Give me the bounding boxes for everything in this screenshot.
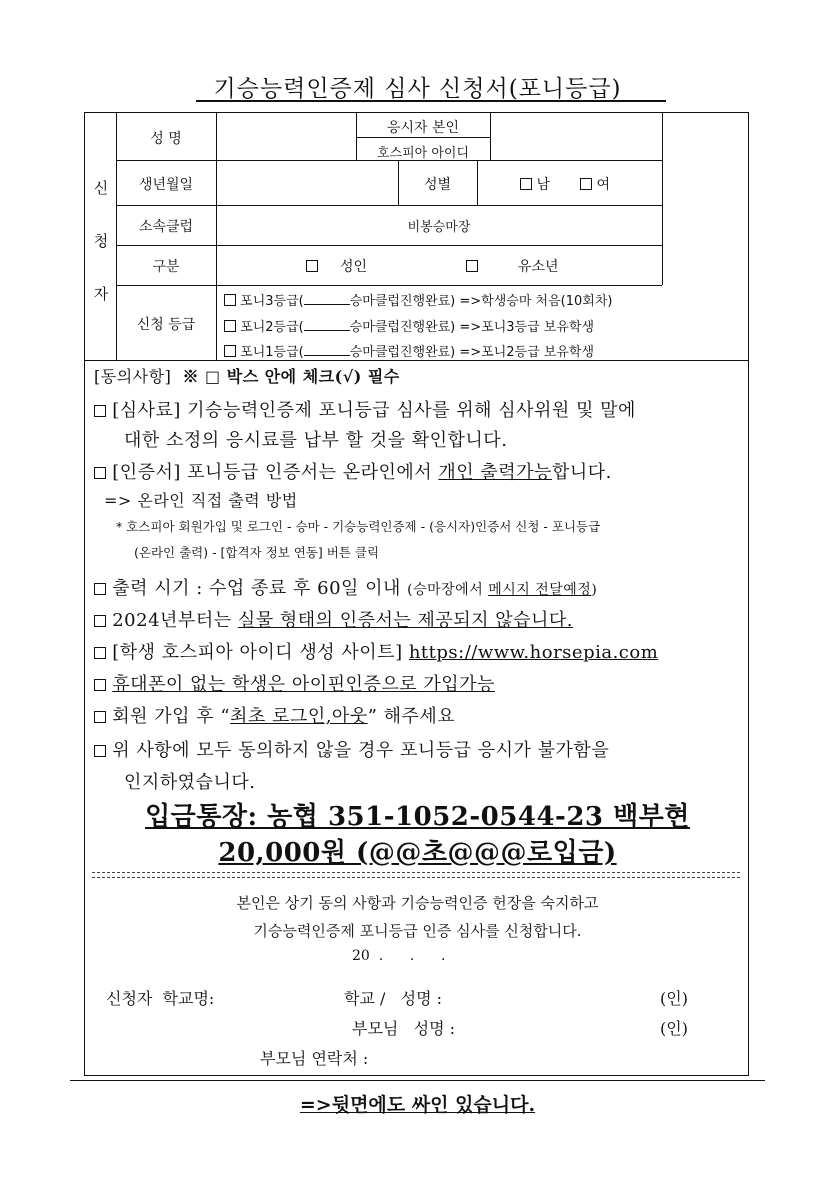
youth-label: 유소년 — [518, 259, 559, 275]
grid-line — [477, 160, 478, 205]
payment-account: 입금통장: 농협 351-1052-0544-23 백부현 — [145, 802, 690, 832]
category-adult-option[interactable] — [306, 256, 367, 276]
adult-checkbox[interactable] — [306, 260, 318, 272]
site-checkbox[interactable] — [94, 647, 106, 659]
footer-note: =>뒷면에도 싸인 있습니다. — [299, 1094, 536, 1116]
print-time-checkbox[interactable] — [94, 583, 106, 595]
birth-field[interactable] — [218, 162, 396, 203]
category-youth-option[interactable] — [466, 256, 559, 276]
refuse-checkbox[interactable] — [94, 745, 106, 757]
print-time-note — [407, 582, 597, 598]
consent-header-label: [동의사항] — [94, 367, 172, 386]
grid-line — [356, 137, 490, 138]
consent-cert — [94, 458, 612, 484]
document-title: 기승능력인증제 심사 신청서(포니등급) — [213, 76, 622, 102]
grid-line — [116, 205, 662, 206]
online-steps-1: * 호스피아 회원가입 및 로그인 - 승마 - 기승능력인증제 - (응시자)인증서 신청 - 포니등급 — [116, 519, 601, 534]
parent-sign-label: 부모님 성명 : — [352, 1019, 456, 1038]
cert-checkbox[interactable] — [94, 467, 106, 479]
consent-print-time — [94, 574, 597, 600]
adult-label: 성인 — [340, 259, 368, 275]
consent-refuse — [94, 736, 609, 762]
cert-text-end: 합니다. — [551, 462, 612, 483]
category-label: 구분 — [152, 259, 180, 275]
site-label: [학생 호스피아 아이디 생성 사이트] — [112, 642, 409, 663]
print-time-note-pre: (승마장에서 — [407, 582, 489, 598]
grade-label: 신청 등급 — [136, 317, 196, 333]
bottom-rule — [70, 1080, 765, 1081]
physical-highlight: 실물 형태의 인증서는 제공되지 않습니다. — [237, 610, 574, 631]
login-text-end: ” 해주세요 — [367, 706, 456, 727]
grade-3-blank[interactable] — [304, 292, 350, 305]
grade-1-blank[interactable] — [304, 343, 350, 356]
cert-text: [인증서] 포니등급 인증서는 온라인에서 — [112, 462, 439, 483]
grade-option-2[interactable] — [224, 316, 594, 335]
gender-male-option[interactable] — [520, 174, 550, 194]
print-time-text: 출력 시기 : 수업 종료 후 60일 이내 — [112, 578, 408, 599]
grade-2-desc: 승마클럽진행완료) =>포니3등급 보유학생 — [349, 320, 595, 335]
female-checkbox[interactable] — [580, 178, 592, 190]
applicant-name-label: 응시자 본인 — [386, 120, 460, 136]
consent-header-note: ※ □ 박스 안에 체크(√) 필수 — [182, 367, 400, 386]
grade-2-blank[interactable] — [304, 318, 350, 331]
male-label: 남 — [536, 177, 550, 193]
login-checkbox[interactable] — [94, 711, 106, 723]
name-field[interactable] — [218, 115, 354, 158]
horsepia-id-label: 호스피아 아이디 — [376, 146, 470, 161]
gender-label: 성별 — [423, 177, 452, 193]
club-label: 소속클럽 — [138, 219, 194, 235]
youth-checkbox[interactable] — [466, 260, 478, 272]
print-time-note-highlight: 메시지 전달예정 — [488, 582, 592, 598]
fee-line-1: [심사료] 기승능력인증제 포니등급 심사를 위해 심사위원 및 말에 — [112, 400, 636, 421]
male-checkbox[interactable] — [520, 178, 532, 190]
cert-highlight: 개인 출력가능 — [438, 462, 552, 483]
grade-1-name: 포니1등급( — [240, 345, 304, 360]
applicant-school-label: 신청자 학교명: — [106, 989, 215, 1008]
gender-female-option[interactable] — [580, 174, 610, 194]
fee-line-2: 대한 소정의 응시료를 납부 할 것을 확인합니다. — [124, 430, 508, 451]
refuse-line-2: 인지하였습니다. — [124, 772, 256, 793]
divider — [92, 872, 740, 878]
grid-line — [216, 113, 217, 360]
grid-line — [490, 113, 491, 160]
date-field[interactable]: 20 . . . — [352, 948, 446, 964]
grade-2-name: 포니2등급( — [240, 320, 304, 335]
applicant-side-label-2: 청 — [93, 232, 109, 250]
payment-amount: 20,000원 (@@초@@@로입금) — [218, 838, 617, 868]
parent-contact-label: 부모님 연락처 : — [260, 1049, 369, 1068]
grade-1-checkbox[interactable] — [224, 345, 236, 357]
name-label: 성 명 — [150, 131, 182, 147]
login-highlight: 최초 로그인,아웃 — [230, 706, 368, 727]
grade-option-3[interactable] — [224, 290, 612, 309]
refuse-line-1: 위 사항에 모두 동의하지 않을 경우 포니등급 응시가 불가함을 — [112, 740, 610, 761]
grid-line — [662, 113, 663, 285]
site-url-link[interactable]: https://www.horsepia.com — [408, 642, 659, 663]
login-text: 회원 가입 후 “ — [112, 706, 231, 727]
parent-seal[interactable]: (인) — [660, 1019, 688, 1038]
grade-2-checkbox[interactable] — [224, 320, 236, 332]
online-method: => 온라인 직접 출력 방법 — [104, 491, 298, 510]
student-sign-label: 학교 / 성명 : — [344, 989, 443, 1008]
no-phone-text: 휴대폰이 없는 학생은 아이핀인증으로 가입가능 — [112, 674, 495, 695]
grid-line — [116, 285, 662, 286]
declaration-line-2: 기승능력인증제 포니등급 인증 심사를 신청합니다. — [253, 922, 582, 940]
applicant-side-label-1: 신 — [93, 179, 109, 197]
physical-text: 2024년부터는 — [112, 610, 238, 631]
grade-option-1[interactable] — [224, 341, 594, 360]
fee-checkbox[interactable] — [94, 405, 106, 417]
consent-no-phone — [94, 670, 495, 696]
student-seal[interactable]: (인) — [660, 989, 688, 1008]
online-steps-2: (온라인 출력) - [합격자 정보 연동] 버튼 클릭 — [134, 545, 380, 560]
declaration-line-1: 본인은 상기 동의 사항과 기승능력인증 헌장을 숙지하고 — [236, 894, 599, 912]
birth-label: 생년월일 — [138, 177, 194, 193]
female-label: 여 — [596, 177, 610, 193]
consent-site — [94, 638, 658, 664]
physical-checkbox[interactable] — [94, 615, 106, 627]
club-value: 비봉승마장 — [407, 220, 471, 235]
applicant-side-label-3: 자 — [93, 285, 109, 303]
print-time-note-post: ) — [591, 582, 598, 598]
title-underline — [196, 100, 666, 102]
consent-physical — [94, 606, 573, 632]
grid-line — [116, 245, 662, 246]
grade-3-checkbox[interactable] — [224, 294, 236, 306]
consent-fee — [94, 396, 636, 422]
consent-header — [94, 364, 400, 387]
grade-3-desc: 승마클럽진행완료) =>학생승마 처음(10회차) — [349, 294, 613, 309]
grid-line — [84, 360, 749, 361]
grade-3-name: 포니3등급( — [240, 294, 304, 309]
grade-1-desc: 승마클럽진행완료) =>포니2등급 보유학생 — [349, 345, 595, 360]
consent-login — [94, 702, 455, 728]
no-phone-checkbox[interactable] — [94, 679, 106, 691]
